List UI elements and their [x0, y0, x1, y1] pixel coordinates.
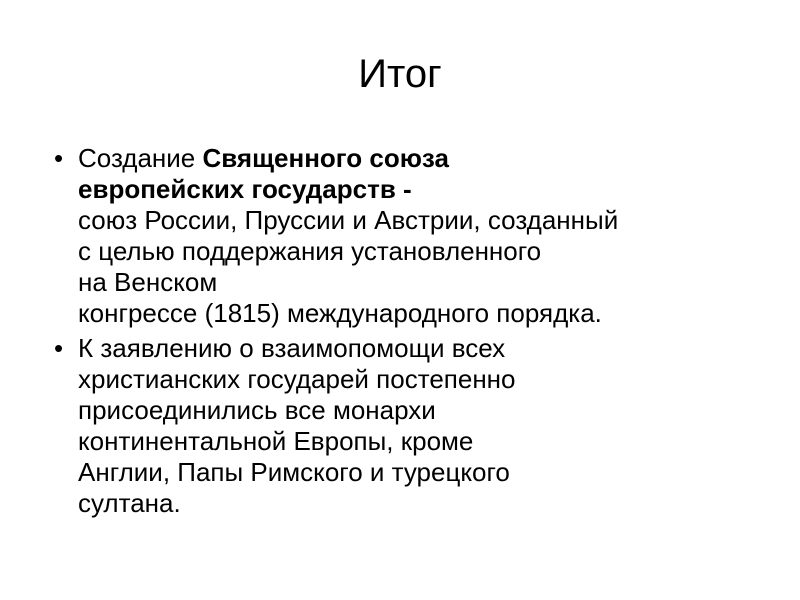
bullet-line: конгрессе (1815) международного порядка. [78, 298, 602, 328]
bullet-item-mutual-aid [48, 333, 768, 519]
bullet-item-holy-alliance [48, 143, 768, 329]
bullet-list [48, 143, 768, 519]
bullet-icon: • [54, 333, 64, 363]
slide-title: Итог [358, 52, 442, 96]
bullet-line: европейских государств - [78, 174, 412, 204]
bullet-line [78, 143, 768, 174]
bullet-line: на Венском [78, 267, 218, 297]
bullet-text: Создание [78, 143, 203, 173]
bullet-line: К заявлению о взаимопомощи всех [78, 333, 506, 363]
bullet-text-bold: Священного союза [202, 143, 449, 173]
bullet-line: присоединились все монархи [78, 395, 436, 425]
bullet-line: союз России, Пруссии и Австрии, созданный [78, 205, 619, 235]
bullet-icon: • [54, 143, 64, 173]
bullet-line: христианских государей постепенно [78, 364, 516, 394]
bullet-line: Англии, Папы Римского и турецкого [78, 457, 510, 487]
bullet-line: султана. [78, 488, 181, 518]
bullet-line: с целью поддержания установленного [78, 236, 542, 266]
bullet-line: континентальной Европы, кроме [78, 426, 474, 456]
